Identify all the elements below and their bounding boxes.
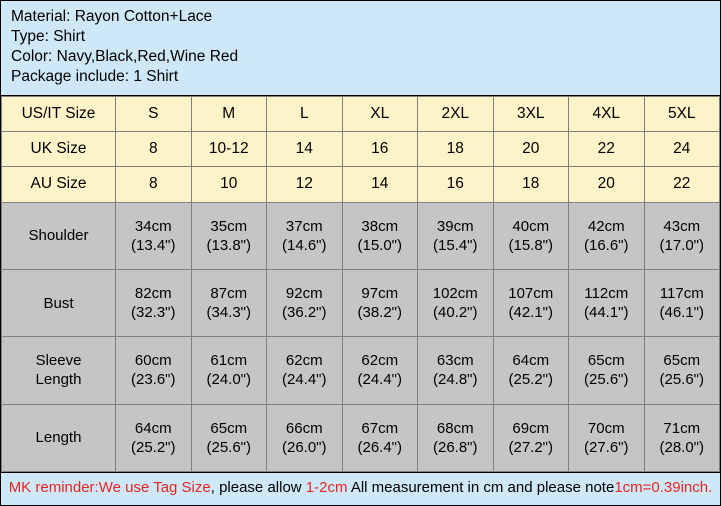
cell-length-3xl: 69cm (27.2"): [493, 404, 569, 471]
cell-uk-4: 16: [342, 132, 418, 167]
cell-sleeve-l: 62cm (24.4"): [267, 337, 343, 404]
cell-bust-m: 87cm (34.3"): [191, 269, 267, 336]
cell-au-1: 8: [116, 167, 192, 202]
cell-shoulder-m: 35cm (13.8"): [191, 202, 267, 269]
cell-sleeve-2xl: 63cm (24.8"): [418, 337, 494, 404]
cell-uk-3: 14: [267, 132, 343, 167]
table-row-au-size: [2, 167, 720, 202]
cell-length-4xl: 70cm (27.6"): [569, 404, 645, 471]
cell-sleeve-xl: 62cm (24.4"): [342, 337, 418, 404]
cell-us-it-3xl: 3XL: [493, 97, 569, 132]
cell-bust-5xl: 117cm (46.1"): [644, 269, 720, 336]
cell-shoulder-l: 37cm (14.6"): [267, 202, 343, 269]
cell-au-3: 12: [267, 167, 343, 202]
cell-sleeve-s: 60cm (23.6"): [116, 337, 192, 404]
cell-us-it-5xl: 5XL: [644, 97, 720, 132]
cell-bust-3xl: 107cm (42.1"): [493, 269, 569, 336]
row-label-sleeve-length: Sleeve Length: [2, 337, 116, 404]
table-row-shoulder: [2, 202, 720, 269]
cell-length-5xl: 71cm (28.0"): [644, 404, 720, 471]
cell-length-m: 65cm (25.6"): [191, 404, 267, 471]
cell-shoulder-3xl: 40cm (15.8"): [493, 202, 569, 269]
table-row-us-it-size: [2, 97, 720, 132]
cell-sleeve-m: 61cm (24.0"): [191, 337, 267, 404]
row-label-au-size: AU Size: [2, 167, 116, 202]
cell-us-it-4xl: 4XL: [569, 97, 645, 132]
info-line-type: Type: Shirt: [11, 28, 86, 45]
size-note: [1, 472, 720, 505]
cell-length-l: 66cm (26.0"): [267, 404, 343, 471]
note-part-reminder: MK reminder:We use: [8, 479, 154, 496]
cell-shoulder-5xl: 43cm (17.0"): [644, 202, 720, 269]
info-line-material: Material: Rayon Cotton+Lace: [11, 8, 213, 25]
cell-us-it-m: M: [191, 97, 267, 132]
cell-uk-7: 22: [569, 132, 645, 167]
cell-au-7: 20: [569, 167, 645, 202]
cell-sleeve-4xl: 65cm (25.6"): [569, 337, 645, 404]
measurements-table: [1, 96, 720, 472]
cell-au-8: 22: [644, 167, 720, 202]
cell-shoulder-s: 34cm (13.4"): [116, 202, 192, 269]
row-label-us-it-size: US/IT Size: [2, 97, 116, 132]
cell-bust-4xl: 112cm (44.1"): [569, 269, 645, 336]
note-part-allow: , please allow: [210, 479, 306, 496]
product-info-block: [1, 1, 720, 96]
cell-uk-5: 18: [418, 132, 494, 167]
cell-au-4: 14: [342, 167, 418, 202]
cell-au-6: 18: [493, 167, 569, 202]
table-row-length: [2, 404, 720, 471]
cell-bust-s: 82cm (32.3"): [116, 269, 192, 336]
cell-us-it-2xl: 2XL: [418, 97, 494, 132]
cell-sleeve-3xl: 64cm (25.2"): [493, 337, 569, 404]
cell-bust-l: 92cm (36.2"): [267, 269, 343, 336]
cell-uk-8: 24: [644, 132, 720, 167]
cell-us-it-xl: XL: [342, 97, 418, 132]
cell-length-xl: 67cm (26.4"): [342, 404, 418, 471]
cell-uk-1: 8: [116, 132, 192, 167]
row-label-bust: Bust: [2, 269, 116, 336]
note-part-tag-size: Tag Size: [153, 479, 211, 496]
table-row-uk-size: [2, 132, 720, 167]
cell-us-it-l: L: [267, 97, 343, 132]
cell-au-2: 10: [191, 167, 267, 202]
row-label-uk-size: UK Size: [2, 132, 116, 167]
note-part-tolerance: 1-2cm: [305, 479, 348, 496]
cell-uk-6: 20: [493, 132, 569, 167]
cell-bust-xl: 97cm (38.2"): [342, 269, 418, 336]
cell-length-s: 64cm (25.2"): [116, 404, 192, 471]
cell-length-2xl: 68cm (26.8"): [418, 404, 494, 471]
row-label-shoulder: Shoulder: [2, 202, 116, 269]
cell-au-5: 16: [418, 167, 494, 202]
info-line-package: Package include: 1 Shirt: [11, 68, 179, 85]
table-row-sleeve-length: [2, 337, 720, 404]
note-part-conversion: 1cm=0.39inch.: [614, 479, 713, 496]
cell-uk-2: 10-12: [191, 132, 267, 167]
cell-bust-2xl: 102cm (40.2"): [418, 269, 494, 336]
cell-shoulder-4xl: 42cm (16.6"): [569, 202, 645, 269]
cell-shoulder-xl: 38cm (15.0"): [342, 202, 418, 269]
cell-us-it-s: S: [116, 97, 192, 132]
cell-sleeve-5xl: 65cm (25.6"): [644, 337, 720, 404]
table-row-bust: [2, 269, 720, 336]
note-part-measurement: All measurement in cm and please note: [347, 479, 615, 496]
row-label-length: Length: [2, 404, 116, 471]
cell-shoulder-2xl: 39cm (15.4"): [418, 202, 494, 269]
info-line-color: Color: Navy,Black,Red,Wine Red: [11, 48, 239, 65]
